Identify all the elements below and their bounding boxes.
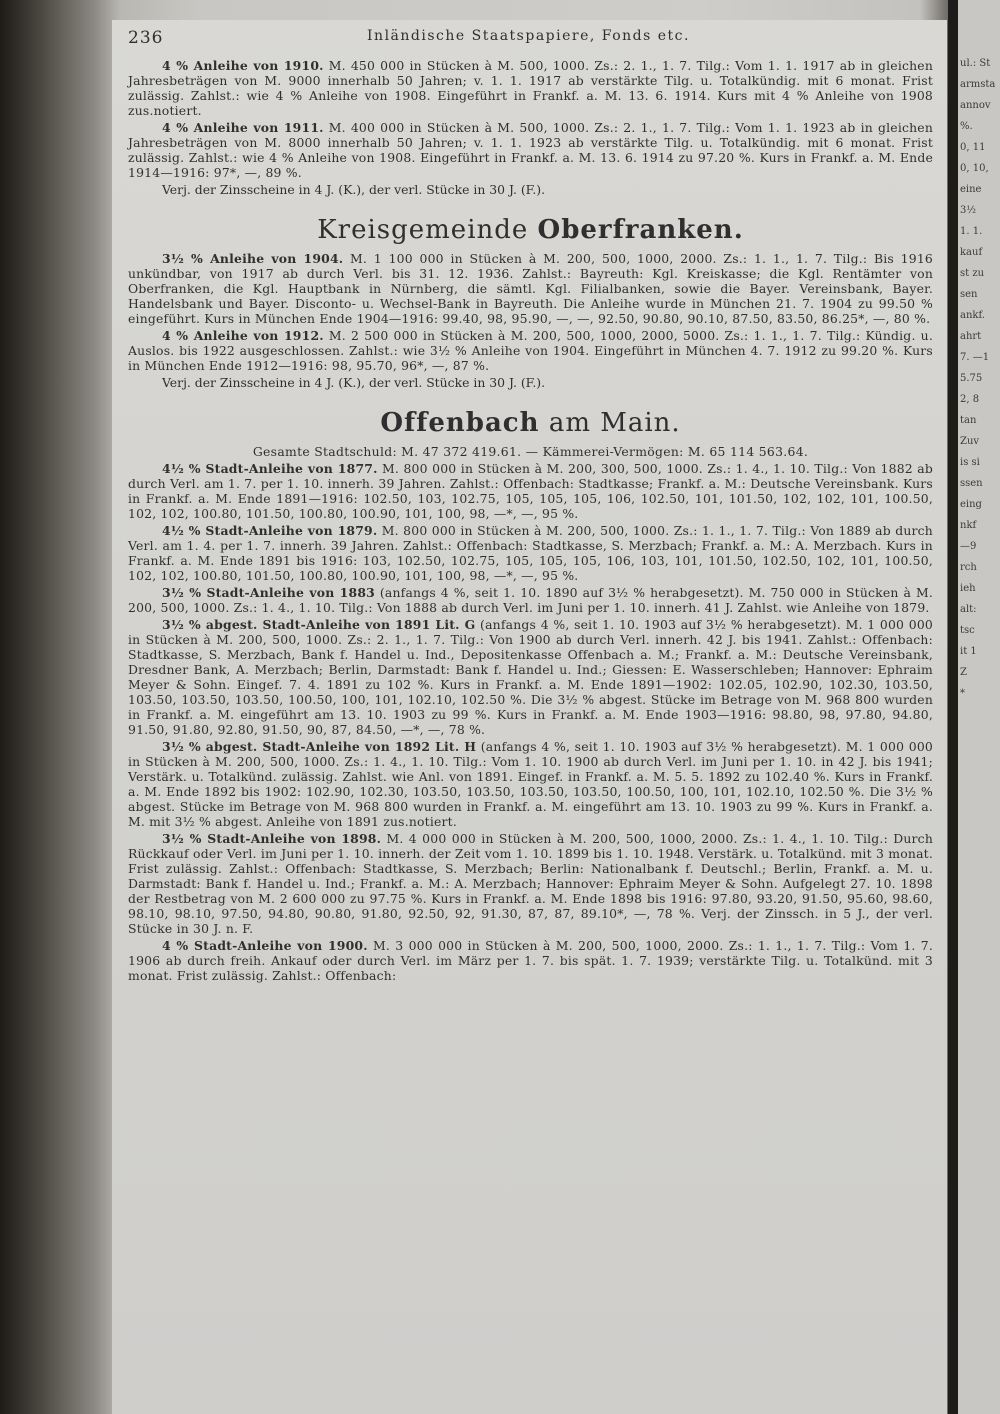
adjacent-page-fragment: annov: [960, 100, 991, 111]
entry-offenbach-1891-lit-g: [128, 617, 933, 737]
entry-text: M. 2 500 000 in Stücken à M. 200, 500, 1000, 2000, 5000. Zs.: 1. 1., 1. 7. Tilg.: Kündig. u. Auslos. bis 1922 ausgeschlossen. Zahlst.: wie 3½ % Anleihe von 1904. Eingeführt in München 4. 7. 1912 zu 99.20 %. Kurs in München Ende 1912—1916: 98, 95.70, 96*, —, 87 %.: [128, 328, 933, 373]
entry-text: M. 800 000 in Stücken à M. 200, 300, 500, 1000. Zs.: 1. 4., 1. 10. Tilg.: Von 1882 ab durch Verl. am 1. 7. per 1. 10. innerh. 39 Jahren. Zahlst.: Offenbach: Stadtkasse; Frankf. a. M.: Deutsche Vereinsbank. Kurs in Frankf. a. M. Ende 1891—1916: 102.50, 103, 102.75, 105, 105, 105, 106, 102.50, 101, 101.50, 102, 102, 101, 100.50, 102, 102, 100.80, 101.50, 100.80, 100.90, 101, 100, 98, —*, —, 95 %.: [128, 461, 933, 521]
entry-offenbach-1900: [128, 938, 933, 983]
entry-4-anleihe-1910: [128, 58, 933, 118]
section-heading-offenbach: [128, 408, 933, 438]
entry-title: 4 % Anleihe von 1912.: [162, 328, 324, 343]
heading-suffix: am Main.: [548, 408, 681, 438]
entry-offenbach-1883: [128, 585, 933, 615]
entry-title: 3½ % Stadt-Anleihe von 1883: [162, 585, 375, 600]
adjacent-page-fragment: it 1: [960, 646, 977, 657]
adjacent-page-fragment: eine: [960, 184, 982, 195]
adjacent-page-fragment: alt:: [960, 604, 977, 615]
adjacent-page-fragment: ahrt: [960, 331, 982, 342]
entry-text: (anfangs 4 %, seit 1. 10. 1903 auf 3½ % herabgesetzt). M. 1 000 000 in Stücken à M. 200, 500, 1000. Zs.: 1. 4., 1. 10. Tilg.: Vom 1. 10. 1900 ab durch Verl. im Juni per 1. 10. in 42 J. bis 1941; Verstärk. u. Totalkünd. zulässig. Zahlst. wie Anl. von 1891. Eingef. in Frankf. a. M. 5. 5. 1892 zu 102.40 %. Kurs in Frankf. a. M. Ende 1892 bis 1902: 102.90, 102.30, 103.50, 103.50, 103.50, 103.50, 100.50, 100, 101, 102.10, 102.50 %. Die 3½ % abgest. Stücke im Betrage von M. 968 800 wurden in Frankf. a. M. eingeführt am 13. 10. 1903 zu 99 %. Kurs in Frankf. a. M. mit 3½ % abgest. Anleihe von 1891 zus.notiert.: [128, 739, 933, 829]
page-header: [128, 20, 929, 48]
adjacent-page-fragment: %.: [960, 121, 973, 132]
adjacent-page-fragment: 2, 8: [960, 394, 980, 405]
adjacent-page-fragment: 1. 1.: [960, 226, 983, 237]
adjacent-page-fragment: *: [960, 688, 965, 699]
adjacent-page-fragment: 3½: [960, 205, 977, 216]
entry-text: M. 3 000 000 in Stücken à M. 200, 500, 1000, 2000. Zs.: 1. 1., 1. 7. Tilg.: Vom 1. 7. 1906 ab durch freih. Ankauf oder durch Verl. im März per 1. 7. bis spät. 1. 7. 1939; verstärkte Tilg. u. Totalkünd. mit 3 monat. Frist zulässig. Zahlst.: Offenbach:: [128, 938, 933, 983]
page-number: 236: [128, 28, 164, 48]
adjacent-page-fragment: tan: [960, 415, 977, 426]
entry-text: (anfangs 4 %, seit 1. 10. 1903 auf 3½ % herabgesetzt). M. 1 000 000 in Stücken à M. 200, 500, 1000. Zs.: 2. 1., 1. 7. Tilg.: Von 1900 ab durch Verl. innerh. 42 J. bis 1941. Zahlst.: Offenbach: Stadtkasse, S. Merzbach, Bank f. Handel u. Ind., Depositenkasse Offenbach a. M.; Frankf. a. M.: Deutsche Vereinsbank, Dresdner Bank, A. Merzbach; Berlin, Darmstadt: Bank f. Handel u. Ind.; Giessen: E. Wasserschleben; Hannover: Ephraim Meyer & Sohn. Eingef. 7. 4. 1891 zu 102 %. Kurs in Frankf. a. M. Ende 1891—1902: 102.05, 102.90, 102.30, 103.50, 103.50, 103.50, 103.50, 100.50, 100, 101, 102.10, 102.50 %. Die 3½ % abgest. Stücke im Betrage von M. 968 800 wurden in Frankf. a. M. eingeführt am 13. 10. 1903 zu 99 %. Kurs in Frankf. a. M. Ende 1903—1916: 98.80, 98, 97.80, 94.80, 91.50, 91.80, 92.80, 91.50, 90, 87, 84.50, —*, —, 78 %.: [128, 617, 933, 737]
stadtschuld-summary: Gesamte Stadtschuld: M. 47 372 419.61. — Kämmerei-Vermögen: M. 65 114 563.64.: [252, 444, 809, 459]
entry-text: M. 450 000 in Stücken à M. 500, 1000. Zs.: 2. 1., 1. 7. Tilg.: Vom 1. 1. 1917 ab in gleichen Jahresbeträgen von M. 9000 innerhalb 50 Jahren; v. 1. 1. 1917 ab verstärkte Tilg. u. Totalkündig. mit 6 monat. Frist zulässig. Zahlst.: wie 4 % Anleihe von 1908. Eingeführt in Frankf. a. M. 13. 6. 1914. Kurs mit 4 % Anleihe von 1908 zus.notiert.: [128, 58, 934, 118]
entry-title: 4 % Stadt-Anleihe von 1900.: [162, 938, 368, 953]
entry-title: 4 % Anleihe von 1910.: [162, 58, 324, 73]
adjacent-page-fragment: sen: [960, 289, 978, 300]
entry-title: 3½ % Anleihe von 1904.: [162, 251, 344, 266]
entry-title: 3½ % Stadt-Anleihe von 1898.: [162, 831, 382, 846]
adjacent-page-fragment: ankf.: [960, 310, 985, 321]
heading-prefix: Kreisgemeinde: [317, 215, 529, 245]
adjacent-page-fragment: ul.: St: [960, 58, 991, 69]
adjacent-page-fragment: 0, 10,: [960, 163, 989, 174]
entry-text: M. 400 000 in Stücken à M. 500, 1000. Zs.: 2. 1., 1. 7. Tilg.: Vom 1. 1. 1923 ab in gleichen Jahresbeträgen von M. 8000 innerhalb 50 Jahren; v. 1. 1. 1923 ab verstärkte Tilg. u. Totalkündig. mit 6 monat. Frist zulässig. Zahlst.: wie 4 % Anleihe von 1908. Eingeführt in Frankf. a. M. 13. 6. 1914 zu 97.20 %. Kurs in Frankf. a. M. Ende 1914—1916: 97*, —, 89 %.: [128, 120, 934, 180]
verjaehrung-note: Verj. der Zinsscheine in 4 J. (K.), der verl. Stücke in 30 J. (F.).: [162, 182, 546, 197]
heading-bold: Offenbach: [380, 408, 540, 438]
adjacent-page-fragment: st zu: [960, 268, 985, 279]
adjacent-page-fragment: 5.75: [960, 373, 983, 384]
entry-offenbach-1879: [128, 523, 933, 583]
entry-text: (anfangs 4 %, seit 1. 10. 1890 auf 3½ % herabgesetzt). M. 750 000 in Stücken à M. 200, 500, 1000. Zs.: 1. 4., 1. 10. Tilg.: Von 1888 ab durch Verl. im Juni per 1. 10. innerh. 41 J. Zahlst. wie Anleihe von 1879.: [128, 585, 933, 615]
adjacent-page-fragment: tsc: [960, 625, 975, 636]
adjacent-page-fragment: kauf: [960, 247, 983, 258]
entry-title: 4 % Anleihe von 1911.: [162, 120, 324, 135]
entry-text: M. 1 100 000 in Stücken à M. 200, 500, 1000, 2000. Zs.: 1. 1., 1. 7. Tilg.: Bis 1916 unkündbar, von 1917 ab durch Verl. bis 31. 12. 1936. Zahlst.: Bayreuth: Kgl. Kreiskasse; die Kgl. Rentämter von Oberfranken, die Kgl. Hauptbank in Nürnberg, die sämtl. Kgl. Filialbanken, sowie die Bayer. Vereinsbank, Bayer. Handelsbank und Bayer. Disconto- u. Wechsel-Bank in Bayreuth. Die Anleihe wurde in München 21. 7. 1904 zu 99.50 % eingeführt. Kurs in München Ende 1904—1916: 99.40, 98, 95.90, —, —, 92.50, 90.80, 90.10, 87.50, 83.50, 86.25*, —, 80 %.: [128, 251, 934, 326]
adjacent-page-fragment: rch: [960, 562, 977, 573]
adjacent-page-fragment: ieh: [960, 583, 976, 594]
entry-oberfranken-1912: [128, 328, 933, 373]
adjacent-page-fragment: —9: [960, 541, 977, 552]
adjacent-page-fragment: nkf: [960, 520, 977, 531]
entry-oberfranken-1904: [128, 251, 933, 326]
adjacent-page-fragment: 0, 11: [960, 142, 986, 153]
adjacent-page-fragment: Zuv: [960, 436, 980, 447]
entry-offenbach-1898: [128, 831, 933, 936]
running-title: Inländische Staatspapiere, Fonds etc.: [367, 28, 690, 44]
page-content: [128, 58, 933, 983]
entry-4-anleihe-1911: [128, 120, 933, 180]
adjacent-page-fragment: ssen: [960, 478, 983, 489]
entry-title: 3½ % abgest. Stadt-Anleihe von 1892 Lit. H: [162, 739, 477, 754]
document-page: [112, 20, 947, 1414]
adjacent-page-edge: [958, 0, 1000, 1414]
verjaehrung-note: Verj. der Zinsscheine in 4 J. (K.), der verl. Stücke in 30 J. (F.).: [162, 375, 546, 390]
adjacent-page-fragment: eing: [960, 499, 982, 510]
adjacent-page-fragment: Z: [960, 667, 967, 678]
entry-title: 3½ % abgest. Stadt-Anleihe von 1891 Lit. G: [162, 617, 476, 632]
entry-text: M. 800 000 in Stücken à M. 200, 500, 1000. Zs.: 1. 1., 1. 7. Tilg.: Von 1889 ab durch Verl. am 1. 4. per 1. 7. innerh. 39 Jahren. Zahlst.: Offenbach: Stadtkasse, S. Merzbach; Frankf. a. M.: A. Merzbach. Kurs in Frankf. a. M. Ende 1891 bis 1916: 103, 102.50, 102.75, 105, 105, 105, 106, 103, 101, 101.50, 102.50, 102, 101, 100.50, 102, 102, 100.80, 101.50, 100.80, 100.90, 101, 100, 98, —*, —, 95 %.: [128, 523, 933, 583]
entry-title: 4½ % Stadt-Anleihe von 1879.: [162, 523, 378, 538]
entry-text: M. 4 000 000 in Stücken à M. 200, 500, 1000, 2000. Zs.: 1. 4., 1. 10. Tilg.: Durch Rückkauf oder Verl. im Juni per 1. 10. innerh. der Zeit vom 1. 10. 1899 bis 1. 10. 1948. Verstärk. u. Totalkünd. mit 3 monat. Frist zulässig. Zahlst.: Offenbach: Stadtkasse, S. Merzbach; Berlin: Nationalbank f. Deutschl.; Berlin, Frankf. a. M. u. Darmstadt: Bank f. Handel u. Ind.; Frankf. a. M.: A. Merzbach; Hannover: Ephraim Meyer & Sohn. Aufgelegt 27. 10. 1898 der Restbetrag von M. 2 600 000 zu 97.75 %. Kurs in Frankf. a. M. Ende 1898 bis 1916: 97.80, 93.20, 91.50, 95.60, 98.60, 98.10, 98.10, 97.50, 94.80, 90.80, 91.80, 92.50, 92, 91.30, 87, 87, 89.10*, —, 78 %. Verj. der Zinssch. in 5 J., der verl. Stücke in 30 J. n. F.: [128, 831, 933, 936]
entry-offenbach-1877: [128, 461, 933, 521]
adjacent-page-fragment: is si: [960, 457, 980, 468]
heading-bold: Oberfranken.: [537, 215, 744, 245]
entry-offenbach-1892-lit-h: [128, 739, 933, 829]
adjacent-page-fragment: 7. —1: [960, 352, 990, 363]
section-heading-oberfranken: [128, 215, 933, 245]
entry-title: 4½ % Stadt-Anleihe von 1877.: [162, 461, 378, 476]
adjacent-page-fragment: armsta: [960, 79, 996, 90]
